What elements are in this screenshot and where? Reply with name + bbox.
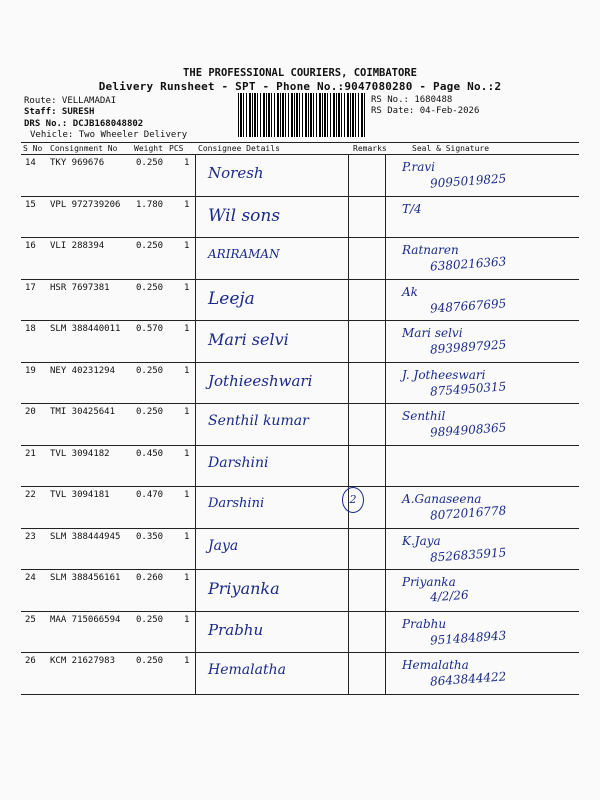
row-consignment-no: SLM 388444945 — [50, 531, 121, 542]
row-sno: 23 — [25, 531, 36, 542]
row-signature: A.Ganaseena — [402, 492, 482, 506]
row-weight: 0.250 — [136, 365, 164, 376]
row-divider — [21, 320, 579, 321]
row-weight: 0.250 — [136, 656, 164, 666]
row-phone: 8526835915 — [429, 544, 507, 565]
row-consignment-no: VPL 972739206 — [50, 199, 121, 210]
row-weight: 0.350 — [136, 531, 164, 542]
row-signature: Hemalatha — [402, 658, 469, 672]
column-divider — [348, 154, 349, 694]
row-signature: Ak — [402, 284, 418, 299]
row-weight: 0.250 — [136, 614, 164, 625]
row-divider — [21, 611, 579, 612]
row-consignee-name: Noresh — [208, 164, 264, 182]
row-sno: 19 — [25, 365, 36, 376]
row-consignee-name: Darshini — [208, 496, 265, 511]
row-consignment-no: KCM 21627983 — [50, 656, 116, 666]
row-consignee-name: Wil sons — [208, 205, 281, 226]
row-pcs: 1 — [184, 407, 190, 417]
row-pcs: 1 — [184, 324, 190, 334]
row-sno: 15 — [25, 199, 36, 210]
row-divider — [21, 694, 579, 695]
row-phone: 8072016778 — [429, 503, 507, 523]
row-phone: 8939897925 — [429, 337, 507, 357]
row-consignee-name: Leeja — [208, 288, 255, 309]
column-divider — [385, 154, 386, 694]
row-phone: 8643844422 — [429, 669, 507, 689]
row-consignment-no: TVL 3094182 — [50, 448, 110, 459]
row-consignment-no: HSR 7697381 — [50, 282, 110, 293]
row-consignee-name: ARIRAMAN — [208, 247, 280, 261]
barcode — [238, 93, 366, 137]
row-weight: 0.250 — [136, 158, 164, 168]
row-phone: 9514848943 — [429, 627, 507, 648]
row-phone: 9894908365 — [429, 420, 507, 440]
row-pcs: 1 — [184, 282, 190, 293]
row-phone: 9487667695 — [429, 295, 507, 316]
header-bottom-border — [21, 154, 579, 155]
row-weight: 0.250 — [136, 282, 164, 293]
col-header-sno: S No — [23, 144, 43, 153]
rs-number: RS No.: 1680488 — [371, 95, 453, 105]
row-phone: 4/2/26 — [429, 587, 470, 605]
row-divider — [21, 196, 579, 197]
rs-date: RS Date: 04-Feb-2026 — [371, 106, 480, 116]
row-weight: 0.260 — [136, 573, 164, 583]
row-divider — [21, 279, 579, 280]
row-sno: 21 — [25, 448, 36, 459]
staff-label: Staff: SURESH — [24, 107, 95, 117]
col-header-seal: Seal & Signature — [412, 144, 490, 153]
circled-annotation: 2 — [342, 487, 364, 513]
row-pcs: 1 — [184, 490, 190, 500]
table-top-border — [21, 142, 579, 143]
row-pcs: 1 — [184, 199, 190, 210]
row-sno: 25 — [25, 614, 36, 625]
col-header-consignment: Consignment No — [50, 144, 118, 153]
row-signature: Senthil — [402, 409, 446, 423]
row-pcs: 1 — [184, 573, 190, 583]
row-pcs: 1 — [184, 448, 190, 459]
col-header-consignee: Consignee Details — [198, 144, 280, 153]
row-sno: 26 — [25, 656, 36, 666]
row-pcs: 1 — [184, 365, 190, 376]
row-signature: Priyanka — [402, 575, 456, 589]
row-consignment-no: NEY 40231294 — [50, 365, 116, 376]
row-weight: 0.470 — [136, 490, 164, 500]
row-consignee-name: Mari selvi — [208, 330, 289, 349]
row-sno: 16 — [25, 241, 36, 251]
row-sno: 20 — [25, 407, 36, 417]
row-divider — [21, 486, 579, 487]
row-consignment-no: SLM 388440011 — [50, 324, 121, 334]
col-header-weight: Weight — [134, 144, 163, 153]
row-consignee-name: Jaya — [208, 537, 239, 554]
row-consignee-name: Senthil kumar — [208, 413, 309, 429]
row-signature: K.Jaya — [402, 533, 441, 548]
row-signature: Ratnaren — [402, 243, 459, 257]
row-consignee-name: Darshini — [208, 454, 269, 471]
row-phone: 8754950315 — [429, 378, 507, 399]
drs-label: DRS No.: DCJB168048802 — [24, 119, 144, 129]
row-consignee-name: Prabhu — [208, 620, 264, 639]
row-consignment-no: MAA 715066594 — [50, 614, 121, 625]
row-sno: 17 — [25, 282, 36, 293]
row-pcs: 1 — [184, 241, 190, 251]
row-pcs: 1 — [184, 531, 190, 542]
row-weight: 0.250 — [136, 407, 164, 417]
row-sno: 14 — [25, 158, 36, 168]
row-signature: Prabhu — [402, 616, 447, 631]
row-consignment-no: TVL 3094181 — [50, 490, 110, 500]
row-consignment-no: SLM 388456161 — [50, 573, 121, 583]
row-signature: T/4 — [402, 201, 422, 216]
row-consignment-no: TKY 969676 — [50, 158, 105, 168]
row-divider — [21, 237, 579, 238]
row-divider — [21, 569, 579, 570]
row-signature: J. Jotheeswari — [402, 367, 486, 382]
row-signature: Mari selvi — [402, 326, 463, 340]
row-pcs: 1 — [184, 656, 190, 666]
row-weight: 0.250 — [136, 241, 164, 251]
row-consignee-name: Hemalatha — [208, 662, 286, 678]
row-pcs: 1 — [184, 614, 190, 625]
row-pcs: 1 — [184, 158, 190, 168]
column-divider — [195, 154, 196, 694]
col-header-pcs: PCS — [169, 144, 184, 153]
row-divider — [21, 445, 579, 446]
row-phone: 9095019825 — [429, 171, 507, 191]
row-sno: 24 — [25, 573, 36, 583]
row-consignee-name: Jothieeshwari — [208, 371, 313, 390]
route-label: Route: VELLAMADAI — [24, 96, 117, 106]
runsheet-subtitle: Delivery Runsheet - SPT - Phone No.:9047080280 - Page No.:2 — [98, 80, 502, 93]
vehicle-label: Vehicle: Two Wheeler Delivery — [30, 130, 188, 140]
row-divider — [21, 362, 579, 363]
row-divider — [21, 403, 579, 404]
row-sno: 18 — [25, 324, 36, 334]
row-phone: 6380216363 — [429, 254, 507, 274]
row-divider — [21, 652, 579, 653]
row-weight: 0.570 — [136, 324, 164, 334]
row-signature: P.ravi — [402, 160, 435, 174]
row-divider — [21, 528, 579, 529]
company-title: THE PROFESSIONAL COURIERS, COIMBATORE — [183, 67, 417, 79]
row-consignment-no: VLI 288394 — [50, 241, 105, 251]
row-consignee-name: Priyanka — [208, 579, 280, 598]
col-header-remarks: Remarks — [353, 144, 387, 153]
row-weight: 1.780 — [136, 199, 164, 210]
row-consignment-no: TMI 30425641 — [50, 407, 116, 417]
row-sno: 22 — [25, 490, 36, 500]
row-weight: 0.450 — [136, 448, 164, 459]
